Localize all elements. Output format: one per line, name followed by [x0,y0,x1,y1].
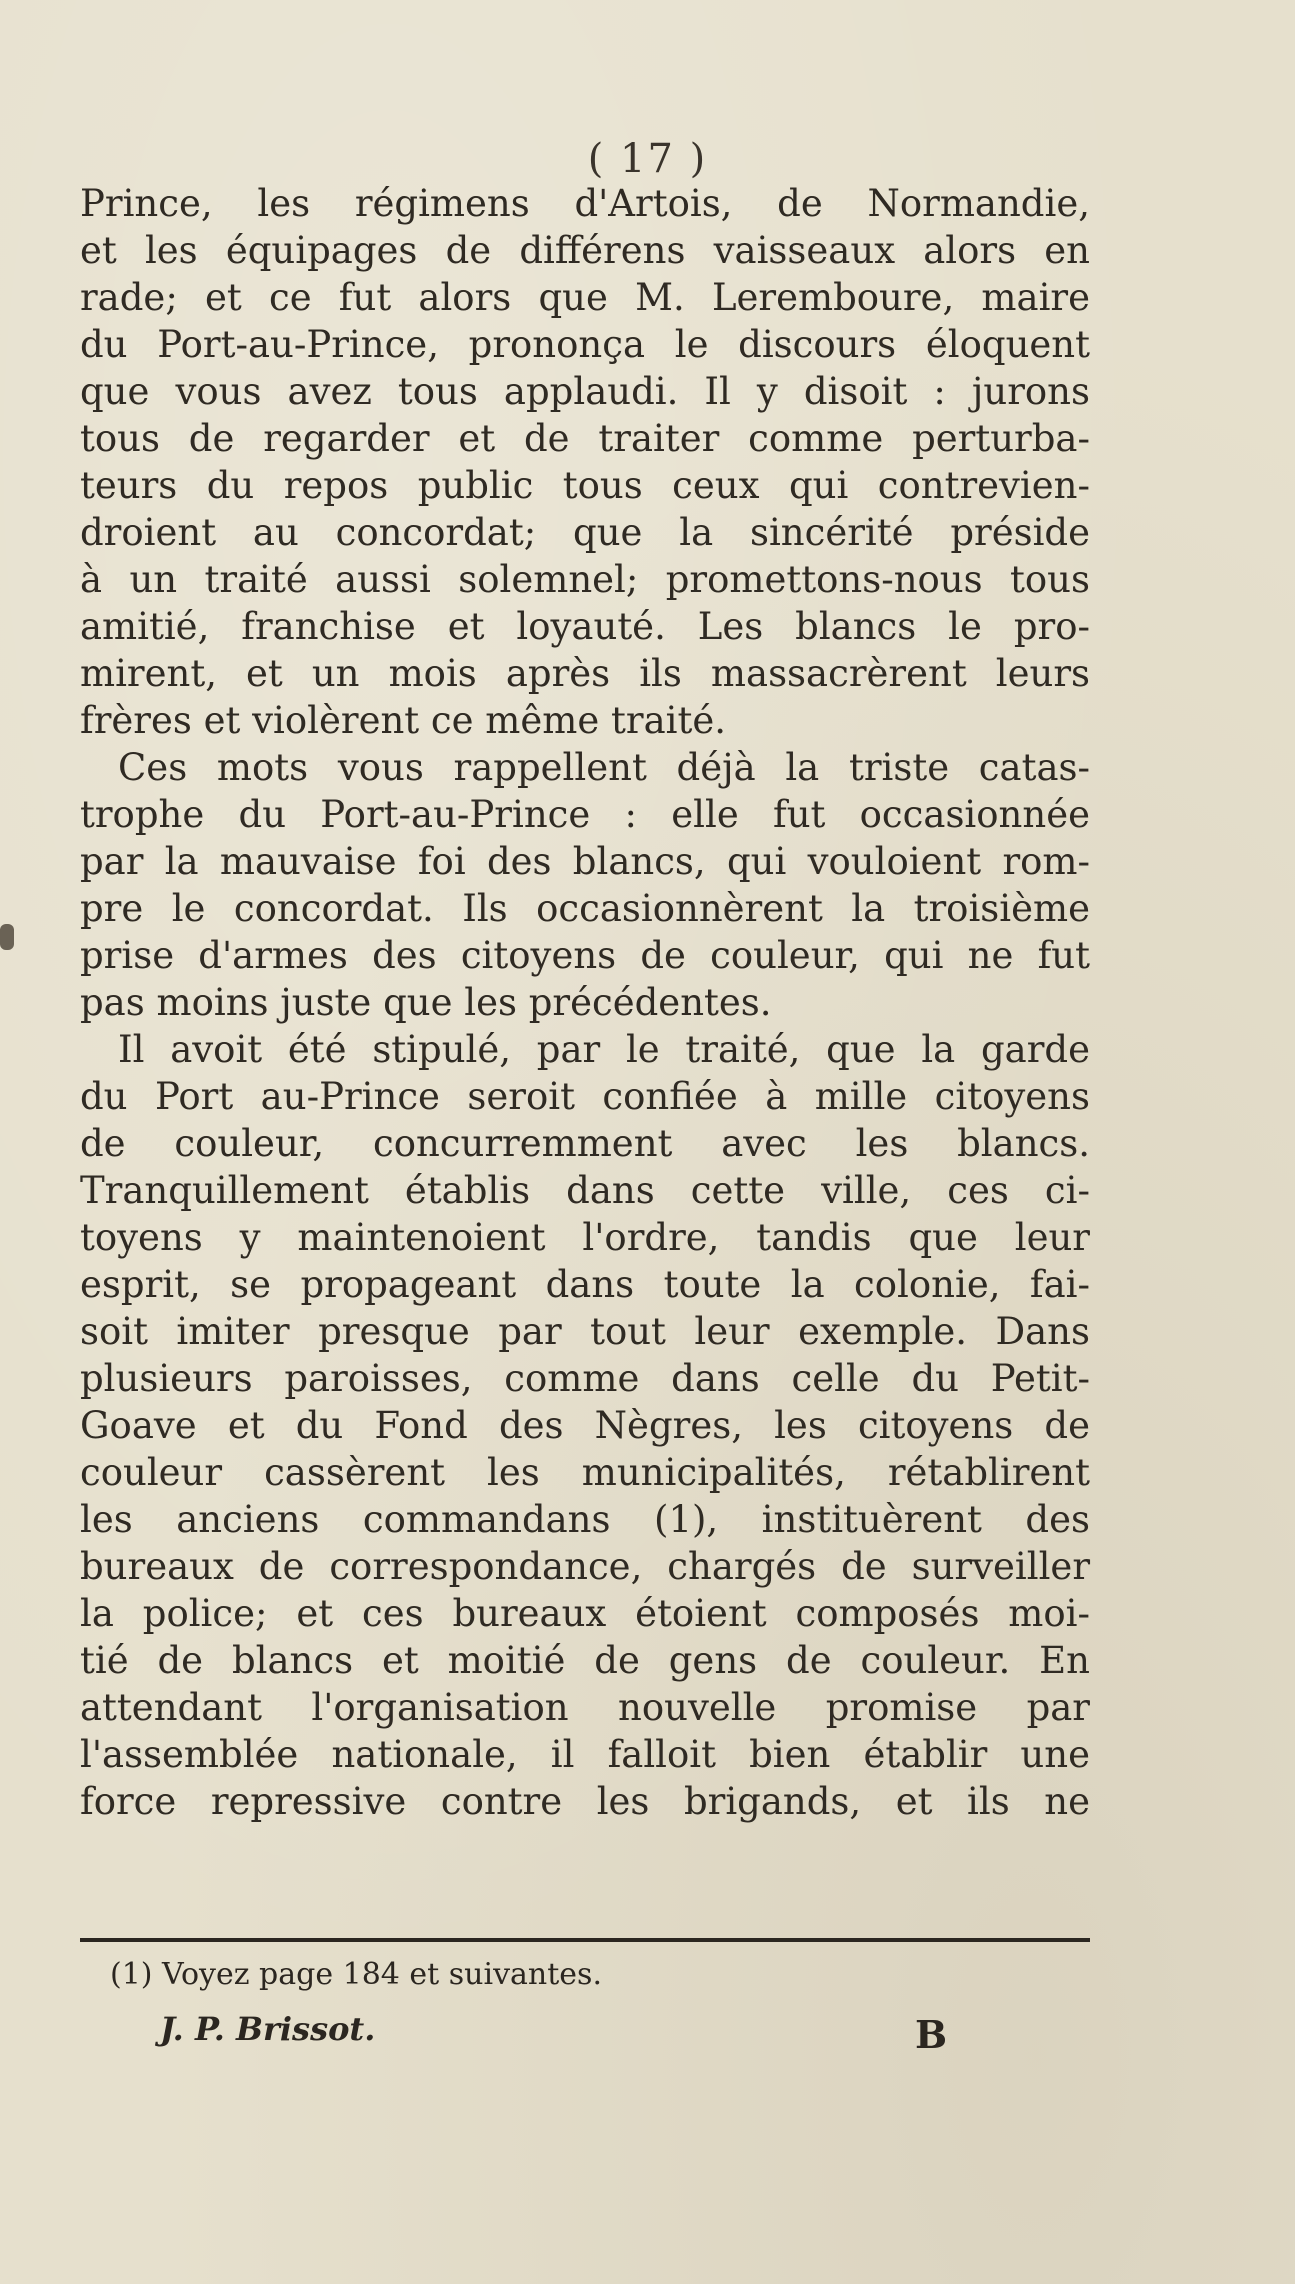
text-line: pre le concordat. Ils occasionnèrent la troisième [80,887,1090,930]
text-line: mirent, et un mois après ils massacrèrent leurs [80,652,1090,695]
text-line: Prince, les régimens d'Artois, de Normandie, [80,182,1090,225]
signature: J. P. Brissot. [160,2010,376,2048]
text-line: les anciens commandans (1), instituèrent des [80,1498,1090,1541]
text-line: esprit, se propageant dans toute la colonie, fai- [80,1263,1090,1306]
text-line: pas moins juste que les précédentes. [80,981,772,1024]
text-line: couleur cassèrent les municipalités, rétablirent [80,1451,1090,1494]
text-line: par la mauvaise foi des blancs, qui vouloient rom- [80,840,1090,883]
text-line: droient au concordat; que la sincérité préside [80,511,1090,554]
text-line: du Port au-Prince seroit confiée à mille citoyens [80,1075,1090,1118]
footnote: (1) Voyez page 184 et suivantes. [110,1957,602,1992]
text-line: du Port-au-Prince, prononça le discours éloquent [80,323,1090,366]
text-line: Il avoit été stipulé, par le traité, que la garde [118,1028,1090,1071]
text-line: bureaux de correspondance, chargés de surveiller [80,1545,1090,1588]
text-line: tous de regarder et de traiter comme perturba- [80,417,1090,460]
text-line: rade; et ce fut alors que M. Leremboure, maire [80,276,1090,319]
text-line: l'assemblée nationale, il falloit bien établir une [80,1733,1090,1776]
page-number: ( 17 ) [587,136,708,182]
text-line: teurs du repos public tous ceux qui contrevien- [80,464,1090,507]
body-text [80,180,1090,1825]
text-line: que vous avez tous applaudi. Il y disoit : jurons [80,370,1090,413]
text-line: attendant l'organisation nouvelle promise par [80,1686,1090,1729]
text-line: Goave et du Fond des Nègres, les citoyens de [80,1404,1090,1447]
text-line: plusieurs paroisses, comme dans celle du Petit- [80,1357,1090,1400]
text-line: à un traité aussi solemnel; promettons-nous tous [80,558,1090,601]
text-line: toyens y maintenoient l'ordre, tandis que leur [80,1216,1090,1259]
signature-mark: B [915,2012,948,2057]
text-line: Tranquillement établis dans cette ville, ces ci- [80,1169,1090,1212]
text-line: de couleur, concurremment avec les blancs. [80,1122,1090,1165]
footnote-rule [80,1938,1090,1942]
text-line: frères et violèrent ce même traité. [80,699,727,742]
text-line: tié de blancs et moitié de gens de couleur. En [80,1639,1090,1682]
text-line: force repressive contre les brigands, et ils ne [80,1780,1090,1823]
text-line: prise d'armes des citoyens de couleur, qui ne fut [80,934,1090,977]
margin-mark [0,924,14,950]
text-line: soit imiter presque par tout leur exemple. Dans [80,1310,1090,1353]
text-line: Ces mots vous rappellent déjà la triste catas- [118,746,1090,789]
text-line: trophe du Port-au-Prince : elle fut occasionnée [80,793,1090,836]
text-line: la police; et ces bureaux étoient composés moi- [80,1592,1090,1635]
text-line: et les équipages de différens vaisseaux alors en [80,229,1090,272]
text-line: amitié, franchise et loyauté. Les blancs le pro- [80,605,1090,648]
